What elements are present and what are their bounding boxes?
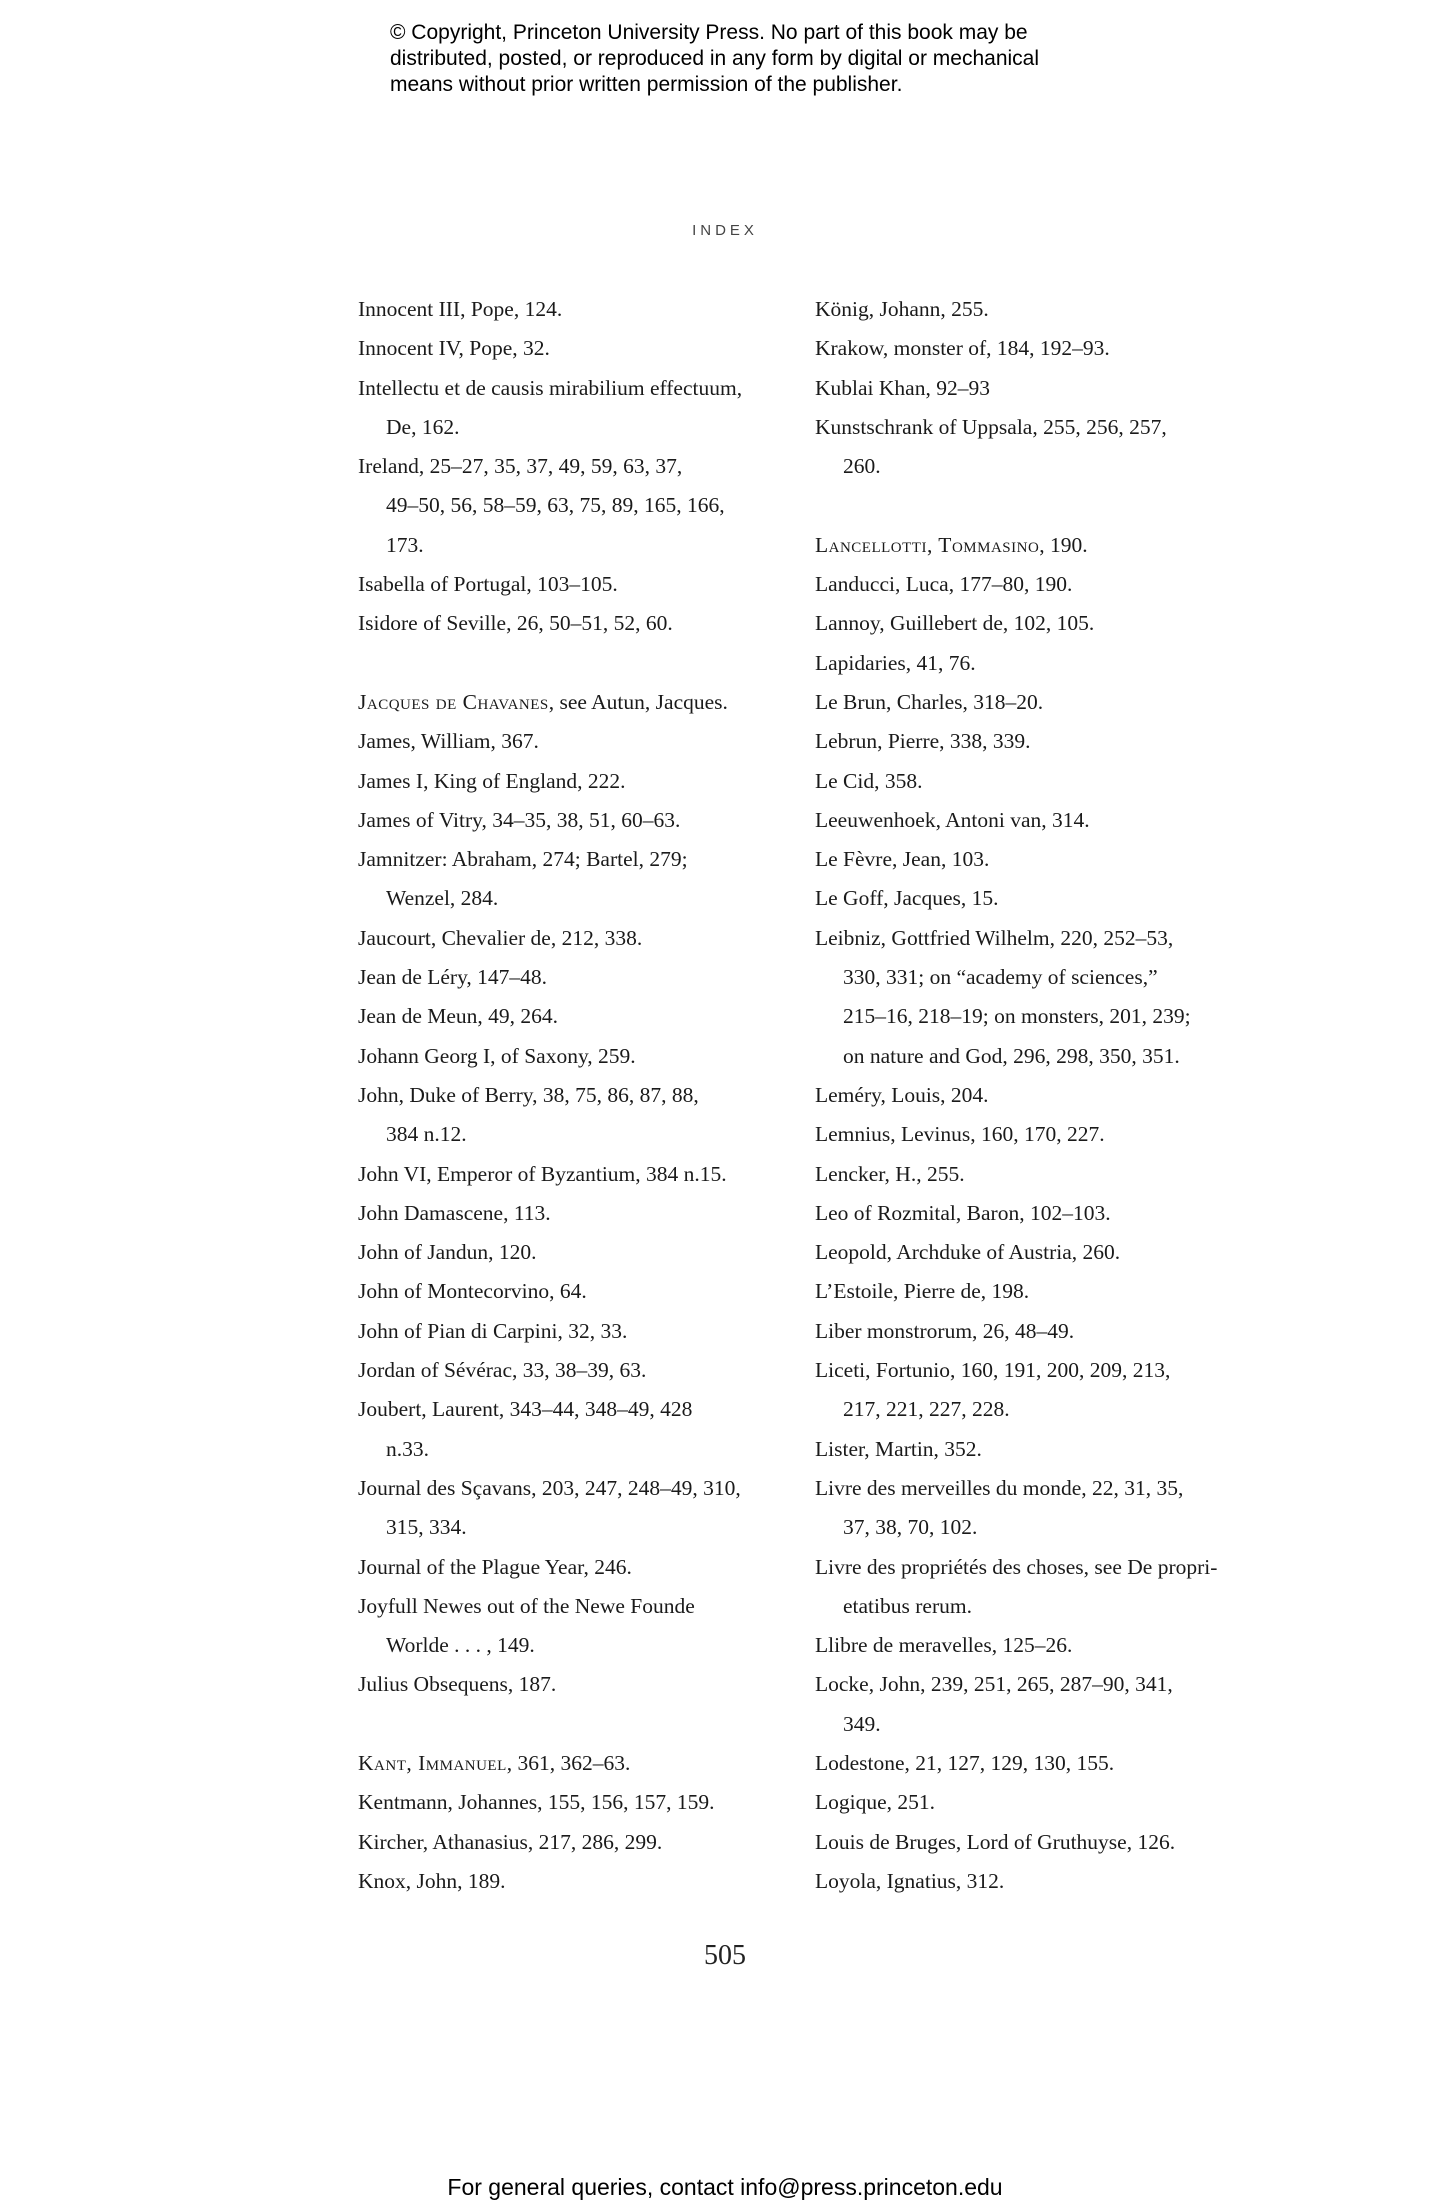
index-entry <box>815 369 1245 408</box>
index-entry <box>815 1312 1245 1351</box>
index-entry <box>815 1430 1245 1469</box>
index-entry-line: Lister, Martin, 352. <box>815 1436 982 1461</box>
index-entry <box>815 329 1245 368</box>
index-entry <box>358 1665 798 1704</box>
index-entry-continuation: on nature and God, 296, 298, 350, 351. <box>843 1043 1180 1068</box>
index-entry <box>815 683 1245 722</box>
index-entry-line: Krakow, monster of, 184, 192–93. <box>815 336 1110 361</box>
page-number: 505 <box>704 1940 746 1971</box>
index-entry <box>815 1469 1245 1548</box>
index-entry-line: James, William, 367. <box>358 729 539 754</box>
index-entry <box>358 1076 798 1155</box>
index-entry-line: Jean de Léry, 147–48. <box>358 965 548 990</box>
index-entry <box>358 683 798 722</box>
index-entry-line: Isidore of Seville, 26, 50–51, 52, 60. <box>358 611 673 636</box>
index-entry-continuation: 330, 331; on “academy of sciences,” <box>843 965 1158 990</box>
index-entry <box>815 722 1245 761</box>
copyright-line: means without prior written permission of the publisher. <box>390 73 903 96</box>
index-column-right <box>815 290 1245 1901</box>
index-entry-line: Lodestone, 21, 127, 129, 130, 155. <box>815 1750 1115 1775</box>
index-entry-continuation: n.33. <box>386 1436 429 1461</box>
index-entry-line: Le Brun, Charles, 318–20. <box>815 689 1044 714</box>
index-entry-line: Ireland, 25–27, 35, 37, 49, 59, 63, 37, <box>358 454 683 479</box>
index-entry <box>815 919 1245 1076</box>
copyright-notice <box>390 20 1150 98</box>
index-entry-line: Loyola, Ignatius, 312. <box>815 1868 1005 1893</box>
index-entry-line: James of Vitry, 34–35, 38, 51, 60–63. <box>358 807 681 832</box>
index-entry <box>358 840 798 919</box>
index-entry-continuation: 49–50, 56, 58–59, 63, 75, 89, 165, 166, <box>386 493 725 518</box>
index-entry-line: Le Goff, Jacques, 15. <box>815 886 999 911</box>
index-entry <box>815 879 1245 918</box>
index-entry-line: Leibniz, Gottfried Wilhelm, 220, 252–53, <box>815 925 1174 950</box>
index-entry <box>358 762 798 801</box>
index-entry-line: Joyfull Newes out of the Newe Founde <box>358 1593 695 1618</box>
index-entry-line: Journal des Sçavans, 203, 247, 248–49, 310, <box>358 1475 741 1500</box>
index-entry <box>358 1155 798 1194</box>
index-entry-line: John of Pian di Carpini, 32, 33. <box>358 1318 628 1343</box>
index-entry-continuation: etatibus rerum. <box>843 1593 972 1618</box>
index-entry <box>358 1390 798 1469</box>
index-entry <box>815 1194 1245 1233</box>
index-entry <box>815 1823 1245 1862</box>
index-entry <box>815 762 1245 801</box>
index-entry-line: Kublai Khan, 92–93 <box>815 375 990 400</box>
index-entry-line: Joubert, Laurent, 343–44, 348–49, 428 <box>358 1397 693 1422</box>
index-entry <box>358 1312 798 1351</box>
index-entry-line: Leo of Rozmital, Baron, 102–103. <box>815 1200 1111 1225</box>
index-entry-line: Liber monstrorum, 26, 48–49. <box>815 1318 1075 1343</box>
index-entry-line: Kant, Immanuel, 361, 362–63. <box>358 1750 631 1775</box>
index-entry <box>815 1783 1245 1822</box>
index-column-left <box>358 290 798 1901</box>
index-entry-continuation: 384 n.12. <box>386 1122 467 1147</box>
index-entry <box>815 801 1245 840</box>
index-entry-line: Kunstschrank of Uppsala, 255, 256, 257, <box>815 414 1167 439</box>
index-entry <box>815 1744 1245 1783</box>
index-entry-line: Lebrun, Pierre, 338, 339. <box>815 729 1031 754</box>
index-entry <box>358 919 798 958</box>
index-entry-continuation: 217, 221, 227, 228. <box>843 1397 1010 1422</box>
index-entry-continuation: 215–16, 218–19; on monsters, 201, 239; <box>843 1004 1191 1029</box>
index-entry-line: John of Jandun, 120. <box>358 1240 537 1265</box>
index-entry-line: James I, King of England, 222. <box>358 768 626 793</box>
copyright-line: © Copyright, Princeton University Press. No part of this book may be <box>390 21 1028 44</box>
index-entry-line: Louis de Bruges, Lord of Gruthuyse, 126. <box>815 1829 1176 1854</box>
index-entry <box>358 801 798 840</box>
index-entry-continuation: 260. <box>843 454 881 479</box>
index-entry-line: L’Estoile, Pierre de, 198. <box>815 1279 1030 1304</box>
index-entry <box>358 722 798 761</box>
index-entry <box>815 1548 1245 1627</box>
index-entry-line: Kentmann, Johannes, 155, 156, 157, 159. <box>358 1790 715 1815</box>
index-entry-line: König, Johann, 255. <box>815 297 989 321</box>
index-entry <box>815 1351 1245 1430</box>
index-entry <box>358 565 798 604</box>
index-entry-line: Isabella of Portugal, 103–105. <box>358 572 618 597</box>
index-entry-line: Livre des propriétés des choses, see De propri- <box>815 1554 1218 1579</box>
index-entry <box>815 1076 1245 1115</box>
index-entry <box>358 1862 798 1901</box>
index-entry-line: Llibre de meravelles, 125–26. <box>815 1633 1073 1658</box>
index-entry-line: Jamnitzer: Abraham, 274; Bartel, 279; <box>358 847 688 872</box>
index-entry <box>358 1037 798 1076</box>
index-entry-continuation: 173. <box>386 532 424 557</box>
index-entry <box>358 1351 798 1390</box>
index-entry <box>815 1115 1245 1154</box>
index-entry-line: Julius Obsequens, 187. <box>358 1672 557 1697</box>
index-entry <box>358 1587 798 1666</box>
footer-contact: For general queries, contact info@press.princeton.edu <box>447 2174 1003 2200</box>
index-entry <box>815 604 1245 643</box>
index-entry <box>815 1665 1245 1744</box>
index-entry-line: Innocent IV, Pope, 32. <box>358 336 550 361</box>
index-entry-line: Jacques de Chavanes, see Autun, Jacques. <box>358 689 728 714</box>
index-entry <box>815 1233 1245 1272</box>
index-entry <box>358 1548 798 1587</box>
section-gap <box>358 644 798 683</box>
index-entry-line: Lancellotti, Tommasino, 190. <box>815 532 1088 557</box>
index-entry <box>358 1194 798 1233</box>
index-entry-continuation: 349. <box>843 1711 881 1736</box>
index-entry <box>358 958 798 997</box>
running-header: INDEX <box>692 222 758 239</box>
index-entry <box>815 840 1245 879</box>
index-entry-line: Jean de Meun, 49, 264. <box>358 1004 559 1029</box>
index-entry <box>815 565 1245 604</box>
index-entry-continuation: 315, 334. <box>386 1515 467 1540</box>
index-entry <box>815 290 1245 329</box>
index-entry-continuation: 37, 38, 70, 102. <box>843 1515 978 1540</box>
index-entry-line: Lencker, H., 255. <box>815 1161 965 1186</box>
index-entry <box>358 1272 798 1311</box>
index-entry <box>358 1823 798 1862</box>
index-entry <box>815 408 1245 487</box>
index-entry-line: Leopold, Archduke of Austria, 260. <box>815 1240 1121 1265</box>
index-entry-line: John VI, Emperor of Byzantium, 384 n.15. <box>358 1161 727 1186</box>
index-entry-line: Lannoy, Guillebert de, 102, 105. <box>815 611 1095 636</box>
index-entry-line: Lemnius, Levinus, 160, 170, 227. <box>815 1122 1105 1147</box>
index-entry-line: Jordan of Sévérac, 33, 38–39, 63. <box>358 1358 647 1383</box>
index-entry-line: John of Montecorvino, 64. <box>358 1279 587 1304</box>
index-entry <box>815 1862 1245 1901</box>
index-entry-line: Landucci, Luca, 177–80, 190. <box>815 572 1073 597</box>
index-entry <box>815 644 1245 683</box>
index-entry-line: John, Duke of Berry, 38, 75, 86, 87, 88, <box>358 1082 699 1107</box>
index-entry <box>358 604 798 643</box>
index-entry-line: Lapidaries, 41, 76. <box>815 650 976 675</box>
copyright-line: distributed, posted, or reproduced in any form by digital or mechanical <box>390 47 1040 70</box>
index-entry-line: Intellectu et de causis mirabilium effectuum, <box>358 375 743 400</box>
section-gap <box>358 1705 798 1744</box>
index-entry <box>358 447 798 565</box>
index-entry-line: Liceti, Fortunio, 160, 191, 200, 209, 213, <box>815 1358 1171 1383</box>
index-entry-line: Livre des merveilles du monde, 22, 31, 35, <box>815 1475 1184 1500</box>
index-entry-line: Le Fèvre, Jean, 103. <box>815 847 990 872</box>
index-entry <box>358 369 798 448</box>
index-entry <box>358 1469 798 1548</box>
index-entry-continuation: Worlde . . . , 149. <box>386 1633 535 1658</box>
index-entry-line: Le Cid, 358. <box>815 768 923 793</box>
index-entry-line: Journal of the Plague Year, 246. <box>358 1554 632 1579</box>
index-entry <box>815 1155 1245 1194</box>
index-entry <box>358 997 798 1036</box>
index-entry-line: Leeuwenhoek, Antoni van, 314. <box>815 807 1090 832</box>
index-entry-line: Jaucourt, Chevalier de, 212, 338. <box>358 925 643 950</box>
index-entry <box>815 1272 1245 1311</box>
index-entry-line: Locke, John, 239, 251, 265, 287–90, 341, <box>815 1672 1173 1697</box>
index-entry-line: Kircher, Athanasius, 217, 286, 299. <box>358 1829 663 1854</box>
index-entry-line: Leméry, Louis, 204. <box>815 1082 989 1107</box>
index-entry <box>358 1233 798 1272</box>
section-gap <box>815 486 1245 525</box>
index-entry <box>358 329 798 368</box>
index-entry-line: Johann Georg I, of Saxony, 259. <box>358 1043 636 1068</box>
index-entry <box>358 1744 798 1783</box>
index-entry <box>815 1626 1245 1665</box>
index-entry-line: Logique, 251. <box>815 1790 936 1815</box>
index-entry-continuation: De, 162. <box>386 414 460 439</box>
index-entry <box>358 1783 798 1822</box>
index-entry-line: Innocent III, Pope, 124. <box>358 297 563 321</box>
index-entry-continuation: Wenzel, 284. <box>386 886 499 911</box>
index-entry-line: John Damascene, 113. <box>358 1200 551 1225</box>
index-entry <box>358 290 798 329</box>
index-entry-line: Knox, John, 189. <box>358 1868 506 1893</box>
index-entry <box>815 526 1245 565</box>
